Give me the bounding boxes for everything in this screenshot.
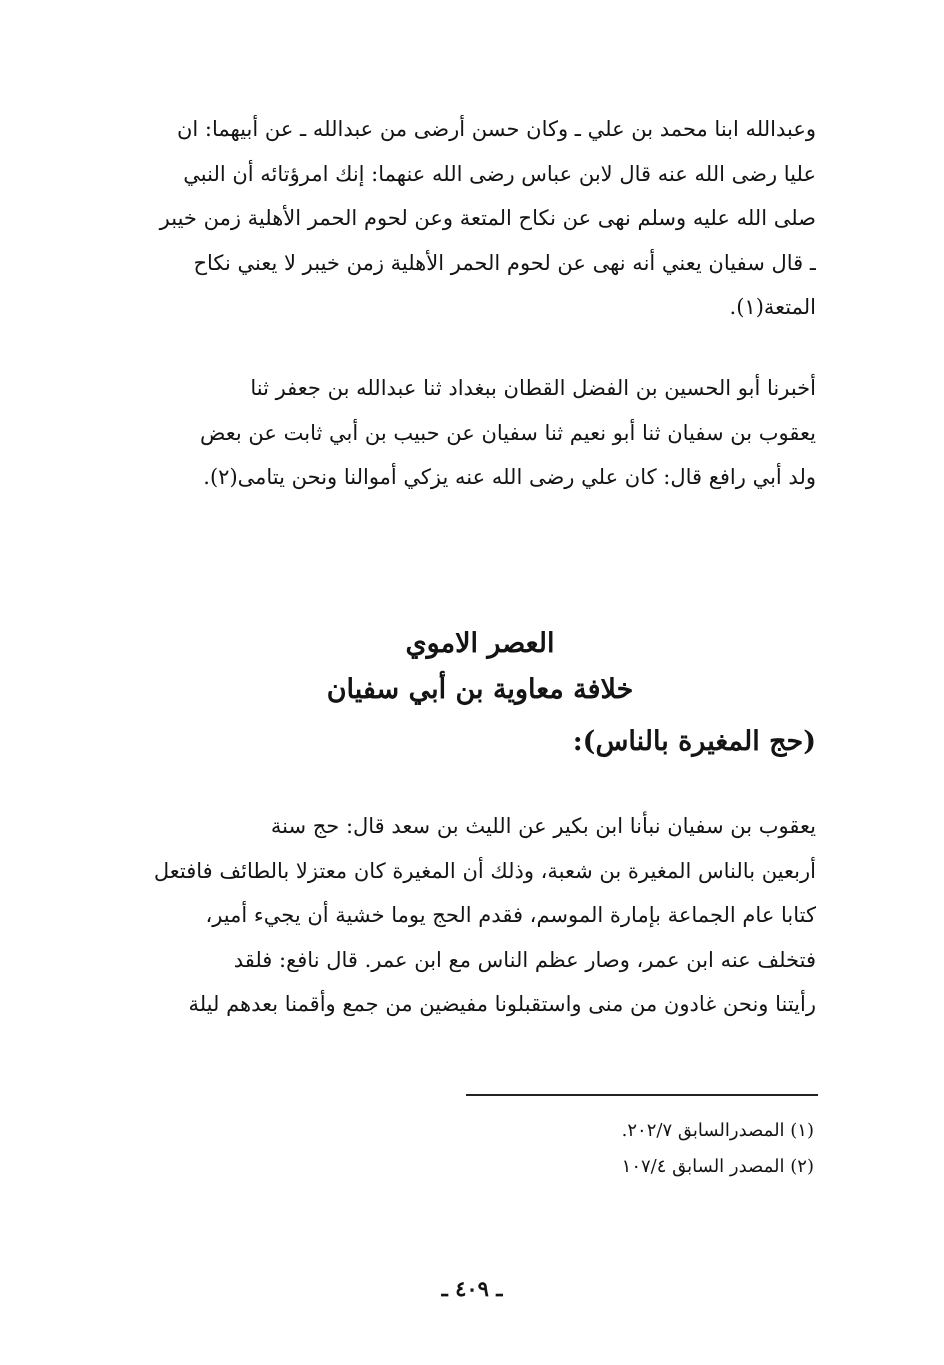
text-line: يعقوب بن سفيان ثنا أبو نعيم ثنا سفيان عن حبيب بن أبي ثابت عن بعض: [200, 420, 816, 445]
text-line: وعبدالله ابنا محمد بن علي ـ وكان حسن أرضى من عبدالله ـ عن أبيهما: ان: [176, 117, 816, 141]
page-number: ـ ٤٠٩ ـ: [441, 1276, 503, 1301]
text-line: المتعة(١).: [729, 295, 816, 319]
section-heading-caliphate: خلافة معاوية بن أبي سفيان: [326, 674, 634, 705]
text-line: كتابا عام الجماعة بإمارة الموسم، فقدم الحج يوما خشية أن يجيء أمير،: [205, 903, 816, 927]
text-line: رأيتنا ونحن غادون من منى واستقبلونا مفيضين من جمع وأقمنا بعدهم ليلة: [188, 992, 816, 1016]
subheading: (حج المغيرة بالناس):: [572, 726, 816, 757]
footnote-1: (١) المصدرالسابق ٢٠٢/٧.: [621, 1120, 814, 1141]
text-line: يعقوب بن سفيان نبأنا ابن بكير عن الليث بن سعد قال: حج سنة: [270, 814, 816, 838]
footnote-divider: [466, 1094, 818, 1096]
text-line: أخبرنا أبو الحسين بن الفضل القطان ببغداد ثنا عبدالله بن جعفر ثنا: [250, 376, 816, 400]
footnote-2: (٢) المصدر السابق ١٠٧/٤: [621, 1156, 814, 1177]
text-line: فتخلف عنه ابن عمر، وصار عظم الناس مع ابن عمر. قال نافع: فلقد: [233, 947, 816, 972]
text-line: صلى الله عليه وسلم نهى عن نكاح المتعة وعن لحوم الحمر الأهلية زمن خيبر: [159, 206, 816, 230]
paragraph-hadith-mutah: [126, 107, 816, 330]
section-heading-era: العصر الاموي: [405, 628, 555, 659]
text-line: ـ قال سفيان يعني أنه نهى عن لحوم الحمر الأهلية زمن خيبر لا يعني نكاح: [193, 250, 816, 275]
paragraph-hajj-mughira: [126, 804, 816, 1027]
text-line: أربعين بالناس المغيرة بن شعبة، وذلك أن المغيرة كان معتزلا بالطائف فافتعل: [153, 858, 816, 883]
text-line: عليا رضى الله عنه قال لابن عباس رضى الله عنهما: إنك امرؤتائه أن النبي: [183, 161, 816, 186]
paragraph-hadith-zakat: [126, 366, 816, 500]
text-line: ولد أبي رافع قال: كان علي رضى الله عنه يزكي أموالنا ونحن يتامى(٢).: [203, 465, 816, 489]
